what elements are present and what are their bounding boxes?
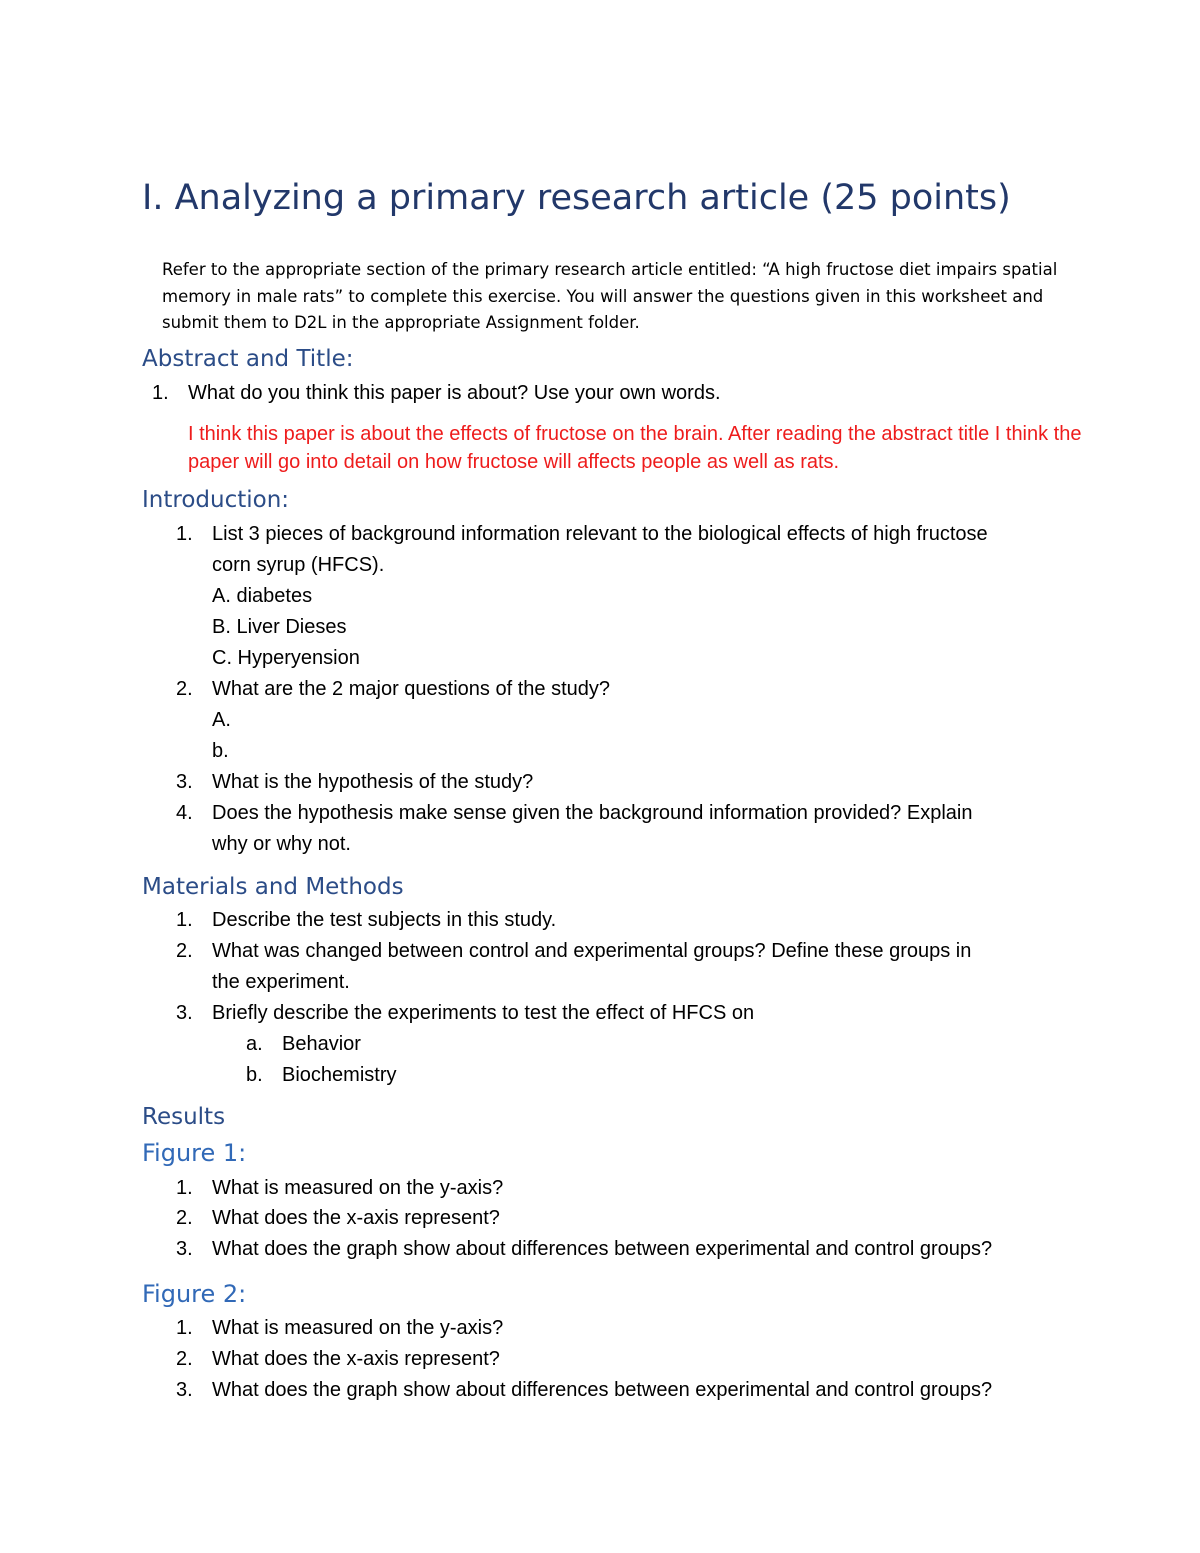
- figure1-q1: What is measured on the y-axis?: [212, 1177, 504, 1199]
- intro-q1-line2: corn syrup (HFCS).: [212, 554, 385, 576]
- figure2-q2-number: 2.: [176, 1348, 193, 1370]
- abstract-answer: I think this paper is about the effects of fructose on the brain. After reading the abstract title I think the paper will go into detail on how fructose will affects people as well as rats.: [188, 423, 1082, 473]
- methods-sub-b-letter: b.: [246, 1064, 263, 1086]
- abstract-q1-number: 1.: [152, 382, 169, 404]
- intro-q3-number: 3.: [176, 771, 193, 793]
- figure1-q2-number: 2.: [176, 1207, 193, 1229]
- intro-q4-number: 4.: [176, 802, 193, 824]
- intro-q1-number: 1.: [176, 523, 193, 545]
- methods-sub-a: Behavior: [282, 1033, 361, 1055]
- intro-answer-b: B. Liver Dieses: [212, 616, 347, 638]
- intro-q2: What are the 2 major questions of the study?: [212, 678, 610, 700]
- figure2-q3: What does the graph show about differences between experimental and control groups?: [212, 1379, 993, 1401]
- methods-q1: Describe the test subjects in this study.: [212, 909, 557, 931]
- abstract-heading: Abstract and Title:: [142, 346, 354, 372]
- intro-q2-b: b.: [212, 740, 229, 762]
- figure2-q3-number: 3.: [176, 1379, 193, 1401]
- methods-q2-line1: What was changed between control and experimental groups? Define these groups in: [212, 940, 972, 962]
- figure2-q2: What does the x-axis represent?: [212, 1348, 500, 1370]
- methods-sub-a-letter: a.: [246, 1033, 263, 1055]
- intro-q4-line1: Does the hypothesis make sense given the background information provided? Explain: [212, 802, 973, 824]
- intro-q2-a: A.: [212, 709, 231, 731]
- methods-q2-line2: the experiment.: [212, 971, 350, 993]
- intro-q1-line1: List 3 pieces of background information relevant to the biological effects of high fructose: [212, 523, 988, 545]
- intro-answer-a: A. diabetes: [212, 585, 313, 607]
- methods-q3: Briefly describe the experiments to test the effect of HFCS on: [212, 1002, 755, 1024]
- figure1-q3: What does the graph show about differences between experimental and control groups?: [212, 1238, 993, 1260]
- results-heading: Results: [142, 1104, 226, 1130]
- figure1-q3-number: 3.: [176, 1238, 193, 1260]
- intro-paragraph: Refer to the appropriate section of the primary research article entitled: “A high fructose diet impairs spatial memory in male rats” to complete this exercise. You will answer the questions given in this worksheet and submit them to D2L in the appropriate Assignment folder.: [162, 260, 1058, 332]
- page-title: I. Analyzing a primary research article (25 points): [142, 178, 1011, 218]
- intro-q4-line2: why or why not.: [212, 833, 351, 855]
- figure2-q1: What is measured on the y-axis?: [212, 1317, 504, 1339]
- figure1-q1-number: 1.: [176, 1177, 193, 1199]
- methods-sub-b: Biochemistry: [282, 1064, 397, 1086]
- figure1-q2: What does the x-axis represent?: [212, 1207, 500, 1229]
- introduction-heading: Introduction:: [142, 487, 290, 513]
- methods-q1-number: 1.: [176, 909, 193, 931]
- figure1-heading: Figure 1:: [142, 1139, 247, 1167]
- methods-q2-number: 2.: [176, 940, 193, 962]
- methods-heading: Materials and Methods: [142, 874, 404, 900]
- intro-q3: What is the hypothesis of the study?: [212, 771, 534, 793]
- intro-answer-c: C. Hyperyension: [212, 647, 360, 669]
- abstract-q1: What do you think this paper is about? Use your own words.: [188, 382, 721, 404]
- methods-q3-number: 3.: [176, 1002, 193, 1024]
- figure2-q1-number: 1.: [176, 1317, 193, 1339]
- figure2-heading: Figure 2:: [142, 1280, 247, 1308]
- intro-q2-number: 2.: [176, 678, 193, 700]
